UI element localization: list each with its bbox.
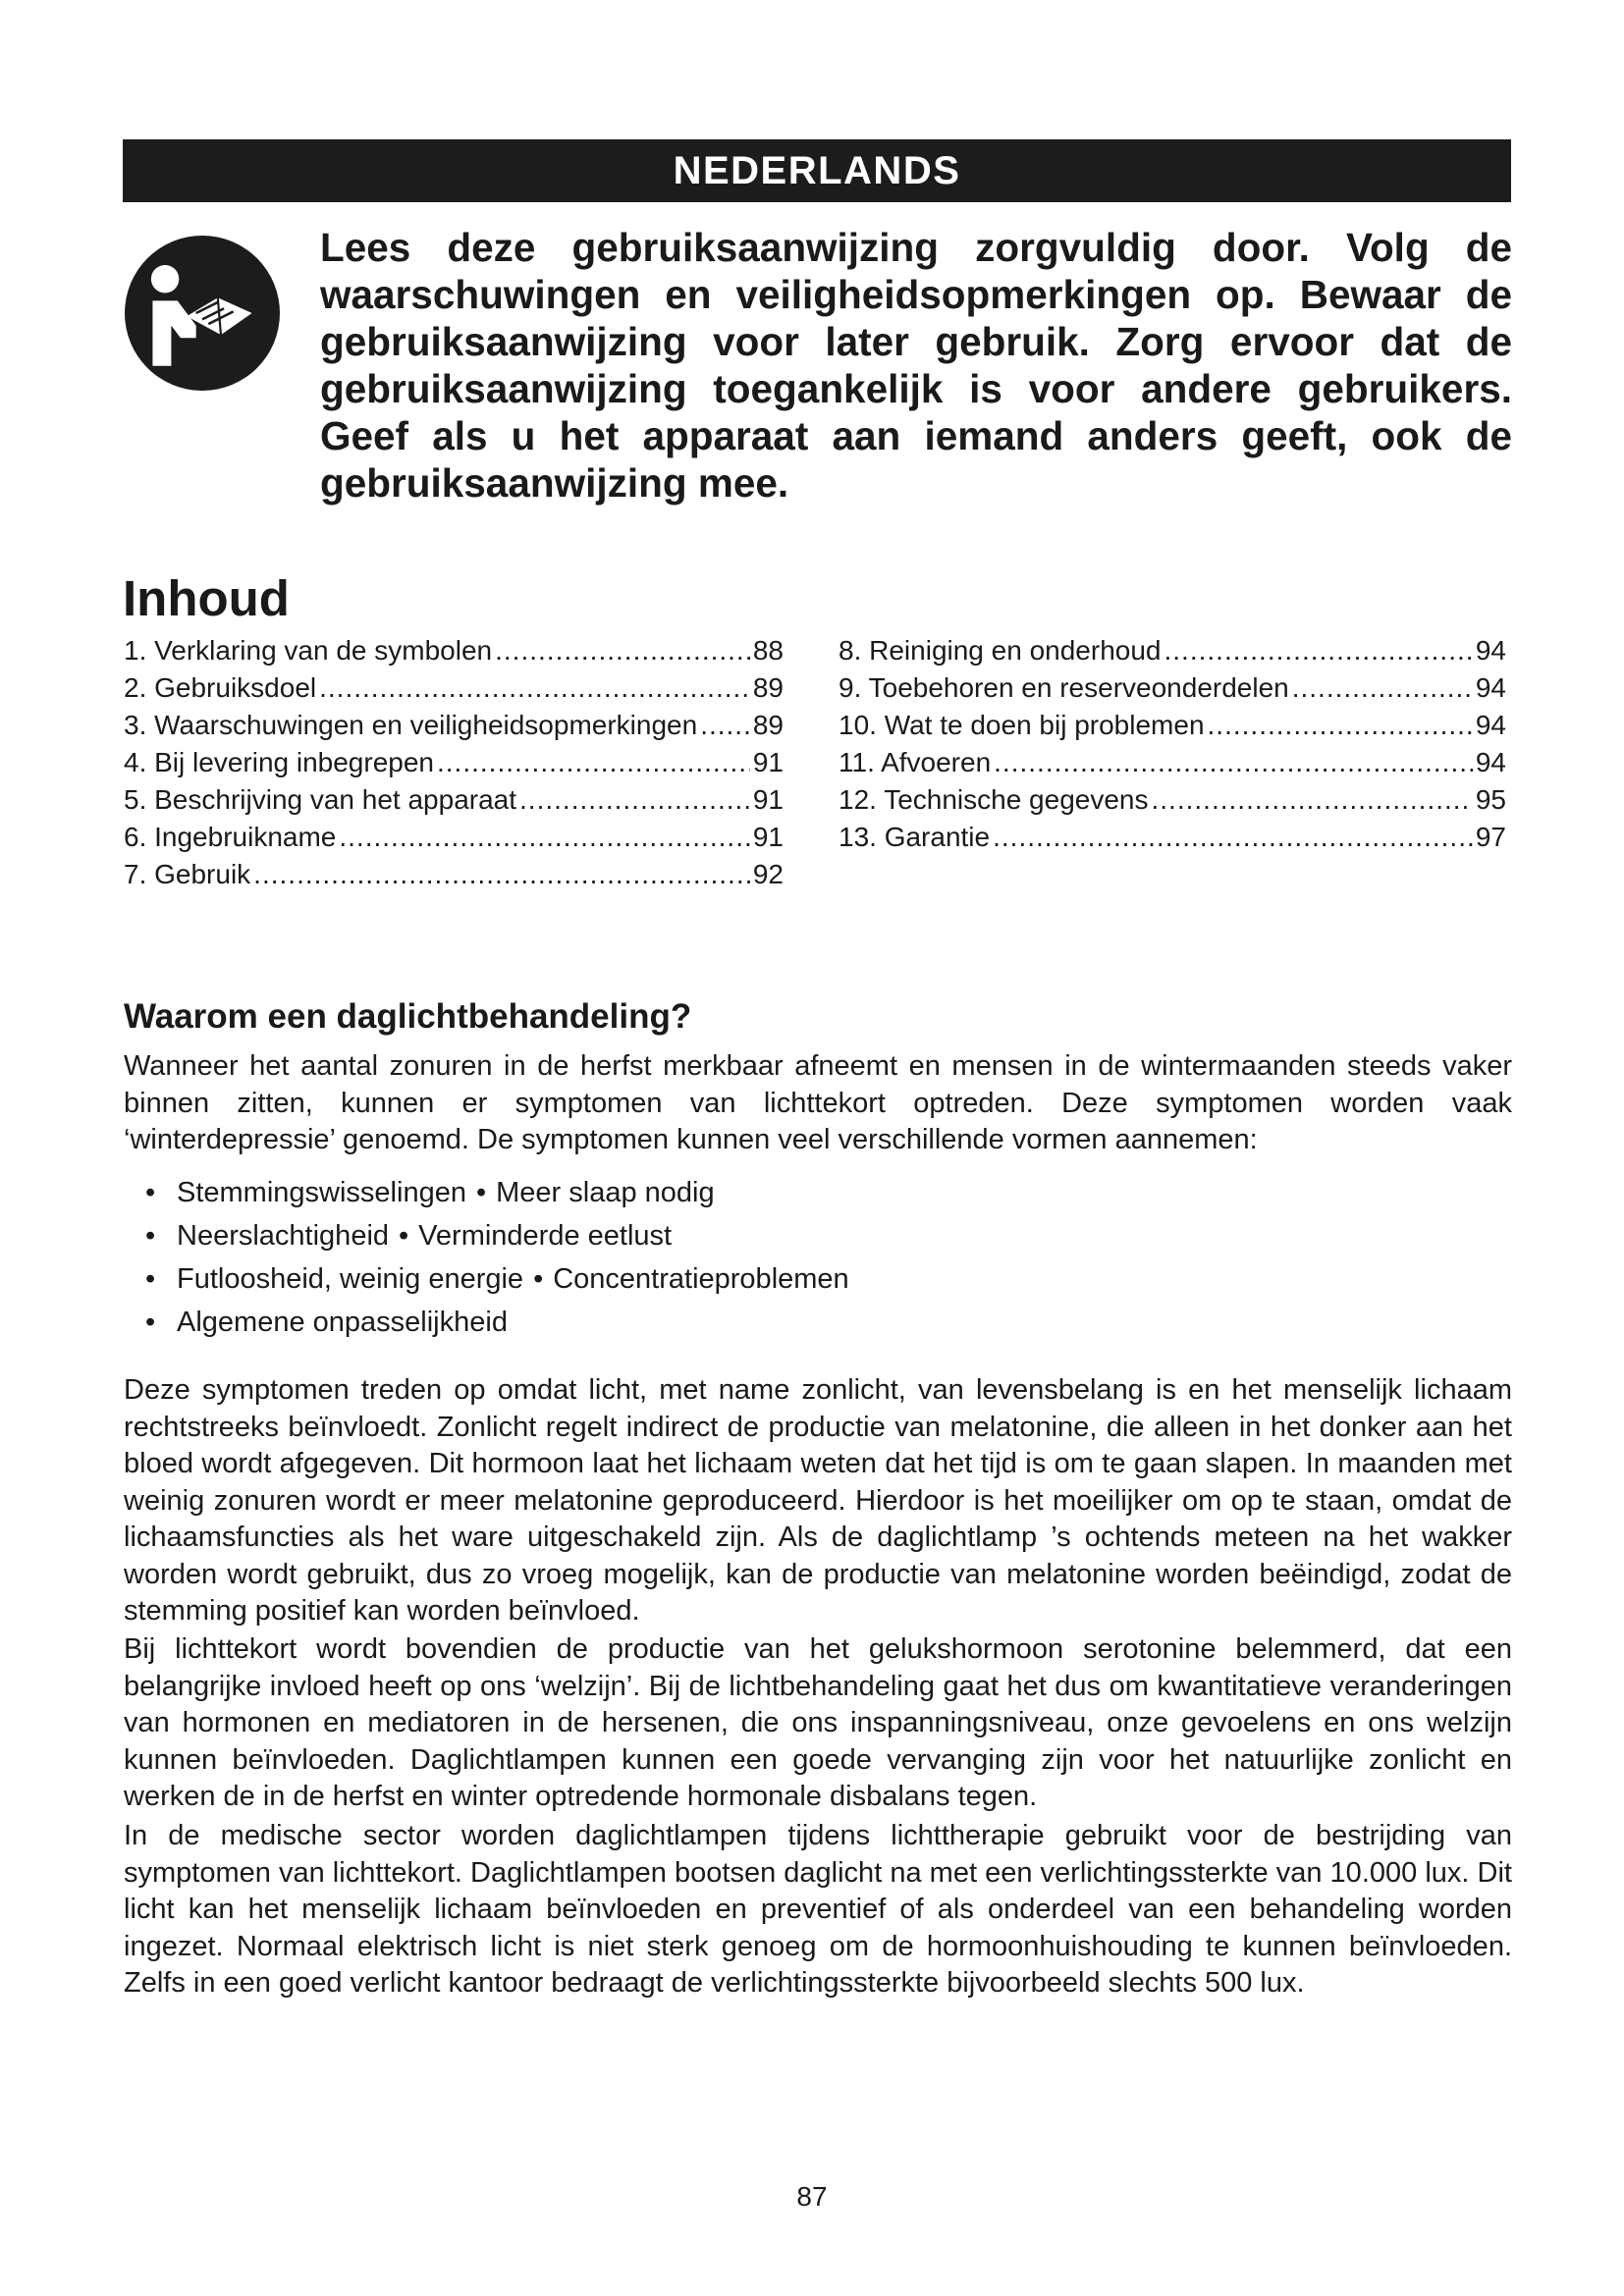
toc-item: 3. Waarschuwingen en veiligheidsopmerkingen ..... 89 [124,707,784,744]
toc-title: Inhoud [123,570,290,626]
page-number: 87 [796,2181,828,2212]
toc-item: 5. Beschrijving van het apparaat ..... 91 [124,781,784,819]
toc-item: 6. Ingebruikname ..... 91 [124,819,784,856]
toc-right-column [839,632,1506,856]
toc-item: 8. Reiniging en onderhoud ..... 94 [839,632,1506,669]
toc-item: 11. Afvoeren ..... 94 [839,744,1506,781]
paragraph-intro [124,1048,1512,1159]
toc-item: 9. Toebehoren en reserveonderdelen ..... 94 [839,669,1506,707]
toc-item: 7. Gebruik ..... 92 [124,856,784,893]
paragraph-text: Deze symptomen treden op omdat licht, met name zonlicht, van levensbelang is en het menselijk lichaam rechtstreeks beïnvloedt. Zonlicht regelt indirect de productie van melatonine, die alleen in het donker aan het bloed wordt afgegeven. Dit hormoon laat het lichaam weten dat het tijd is om te gaan slapen. In maanden met weinig zonuren wordt er meer melatonine geproduceerd. Hierdoor is het moeilijker om op te staan, omdat de lichaamsfuncties als het ware uitgeschakeld zijn. Als de daglichtlamp ’s ochtends meteen na het wakker worden wordt gebruikt, dus zo vroeg mogelijk, kan de productie van melatonine worden beëindigd, zodat de stemming positief kan worden beïnvloed. [124,1374,1512,1627]
section-title: Waarom een daglichtbehandeling? [124,997,692,1036]
paragraph-text: In de medische sector worden daglichtlampen tijdens lichttherapie gebruikt voor de bestrijding van symptomen van lichttekort. Daglichtlampen bootsen daglicht na met een verlichtingssterkte van 10.000 lux. Dit licht kan het menselijk lichaam beïnvloeden en preventief of als onderdeel van een behandeling worden ingezet. Normaal elektrisch licht is niet sterk genoeg om de hormoonhuishouding te kunnen beïnvloeden. Zelfs in een goed verlicht kantoor bedraagt de verlichtingssterkte bijvoorbeeld slechts 500 lux. [124,1820,1512,1999]
toc-item: 2. Gebruiksdoel ..... 89 [124,669,784,707]
toc-item: 10. Wat te doen bij problemen ..... 94 [839,707,1506,744]
paragraph-text: Wanneer het aantal zonuren in de herfst merkbaar afneemt en mensen in de wintermaanden steeds vaker binnen zitten, kunnen er symptomen van lichttekort optreden. Deze symptomen worden vaak ‘winterdepressie’ genoemd. De symptomen kunnen veel verschillende vormen aannemen: [124,1050,1512,1155]
list-item: • Neerslachtigheid • Verminderde eetlust [145,1220,673,1252]
toc-left-column [124,632,784,893]
paragraph-melatonin [124,1372,1512,1630]
list-item: • Algemene onpasselijkheid [145,1307,508,1338]
language-header: NEDERLANDS [123,139,1511,202]
intro-text: Lees deze gebruiksaanwijzing zorgvuldig door. Volg de waarschuwingen en veiligheidsopmerkingen op. Bewaar de gebruiksaanwijzing voor later gebruik. Zorg ervoor dat de gebruiksaanwijzing toegankelijk is voor andere gebruikers. Geef als u het apparaat aan iemand anders geeft, ook de gebruiksaanwijzing mee. [320,225,1512,506]
toc-item: 1. Verklaring van de symbolen ..... 88 [124,632,784,669]
toc-item: 12. Technische gegevens ..... 95 [839,781,1506,819]
toc-item: 4. Bij levering inbegrepen ..... 91 [124,744,784,781]
paragraph-medical [124,1818,1512,2002]
symptom-list [145,1171,849,1344]
paragraph-serotonin [124,1631,1512,1816]
list-item: • Futloosheid, weinig energie • Concentratieproblemen [145,1263,849,1295]
toc-item: 13. Garantie ..... 97 [839,819,1506,856]
list-item: • Stemmingswisselingen • Meer slaap nodig [145,1177,715,1208]
read-manual-icon [125,236,280,391]
paragraph-text: Bij lichttekort wordt bovendien de productie van het gelukshormoon serotonine belemmerd, dat een belangrijke invloed heeft op ons ‘welzijn’. Bij de lichtbehandeling gaat het dus om kwantitatieve veranderingen van hormonen en mediatoren in de hersenen, die ons inspanningsniveau, onze gevoelens en ons welzijn kunnen beïnvloeden. Daglichtlampen kunnen een goede vervanging zijn voor het natuurlijke zonlicht en werken de in de herfst en winter optredende hormonale disbalans tegen. [124,1633,1512,1812]
